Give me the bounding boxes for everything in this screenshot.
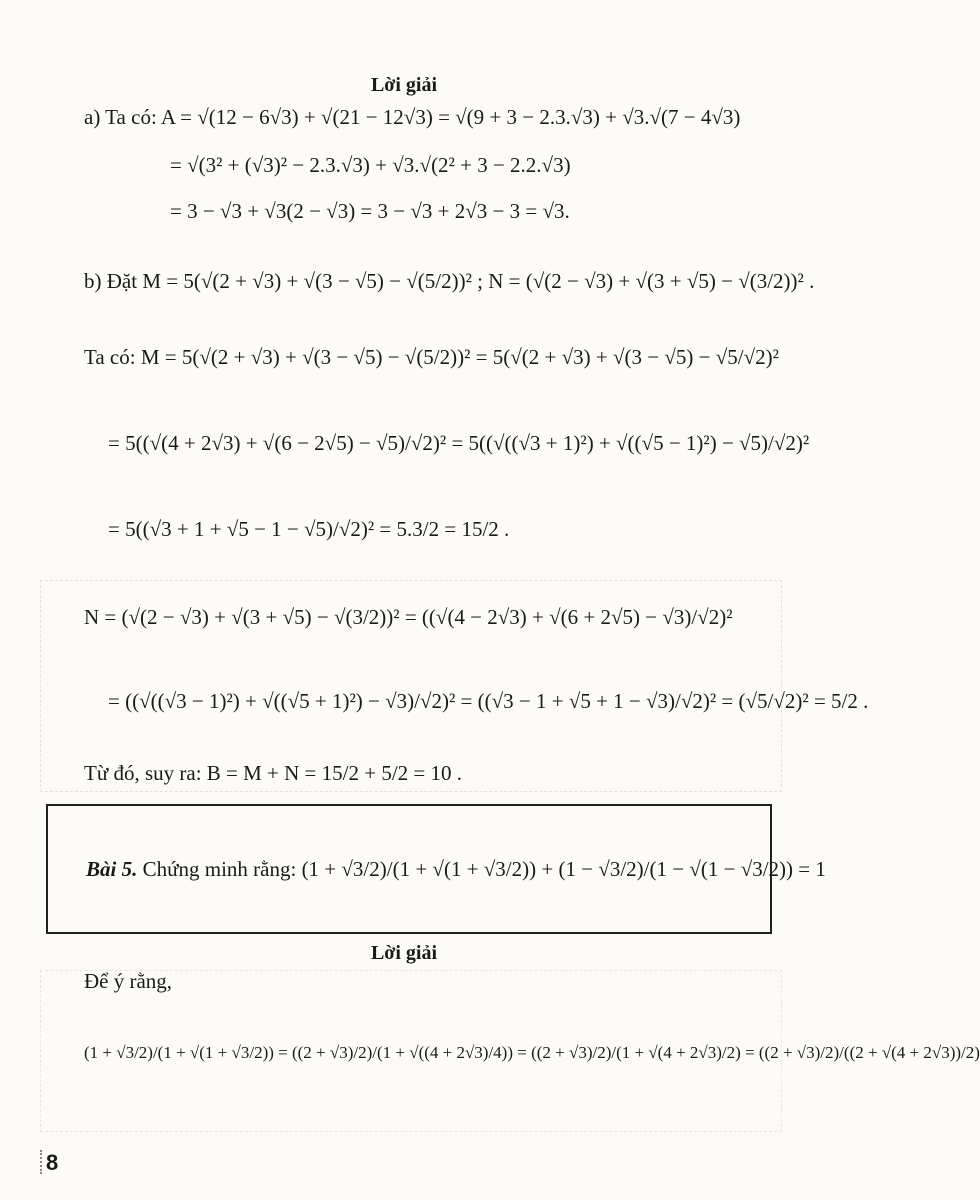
- problem-5-box: [46, 804, 826, 934]
- solution-heading-2: Lời giải: [370, 942, 438, 964]
- part-b-intro: b) Đặt M = 5(√(2 + √3) + √(3 − √5) − √(5/2))² ; N = (√(2 − √3) + √(3 + √5) − √(3/2))² .: [84, 269, 815, 293]
- problem-5-formula: (1 + √3/2)/(1 + √(1 + √3/2)) + (1 − √3/2)/(1 − √(1 − √3/2)) = 1: [301, 857, 826, 881]
- solution-5-note: Để ý rằng,: [84, 969, 173, 993]
- part-a-line-3: = 3 − √3 + √3(2 − √3) = 3 − √3 + 2√3 − 3 = √3.: [170, 199, 570, 223]
- part-b-n-line-2: = ((√((√3 − 1)²) + √((√5 + 1)²) − √3)/√2)² = ((√3 − 1 + √5 + 1 − √3)/√2)² = (√5/√2)² = 5/2 .: [108, 689, 869, 713]
- part-b-m-line-2: = 5((√(4 + 2√3) + √(6 − 2√5) − √5)/√2)² = 5((√((√3 + 1)²) + √((√5 − 1)²) − √5)/√2)²: [108, 431, 810, 455]
- margin-dots: [40, 1150, 44, 1174]
- solution-heading: Lời giải: [370, 74, 438, 96]
- problem-5-label: Bài 5.: [86, 857, 138, 881]
- problem-5-text: [86, 856, 826, 882]
- part-b-conclusion: Từ đó, suy ra: B = M + N = 15/2 + 5/2 = 10 .: [84, 761, 463, 785]
- solution-5-formula: (1 + √3/2)/(1 + √(1 + √3/2)) = ((2 + √3)/2)/(1 + √((4 + 2√3)/4)) = ((2 + √3)/2)/(1 + √(4 + 2√3)/2) = ((2 + √3)/2)/((2 + √(4 + 2√3))/2): [84, 1043, 980, 1062]
- part-b-n-line-1: N = (√(2 − √3) + √(3 + √5) − √(3/2))² = ((√(4 − 2√3) + √(6 + 2√5) − √3)/√2)²: [84, 605, 733, 629]
- problem-5-statement: Chứng minh rằng:: [142, 857, 297, 881]
- part-a-line-2: = √(3² + (√3)² − 2.3.√3) + √3.√(2² + 3 − 2.2.√3): [170, 153, 571, 177]
- part-b-m-line-3: = 5((√3 + 1 + √5 − 1 − √5)/√2)² = 5.3/2 = 15/2 .: [108, 517, 510, 541]
- page-number: 8: [46, 1150, 59, 1175]
- part-a-line-1: a) Ta có: A = √(12 − 6√3) + √(21 − 12√3) = √(9 + 3 − 2.3.√3) + √3.√(7 − 4√3): [84, 105, 741, 129]
- part-b-m-line-1: Ta có: M = 5(√(2 + √3) + √(3 − √5) − √(5/2))² = 5(√(2 + √3) + √(3 − √5) − √5/√2)²: [84, 345, 779, 369]
